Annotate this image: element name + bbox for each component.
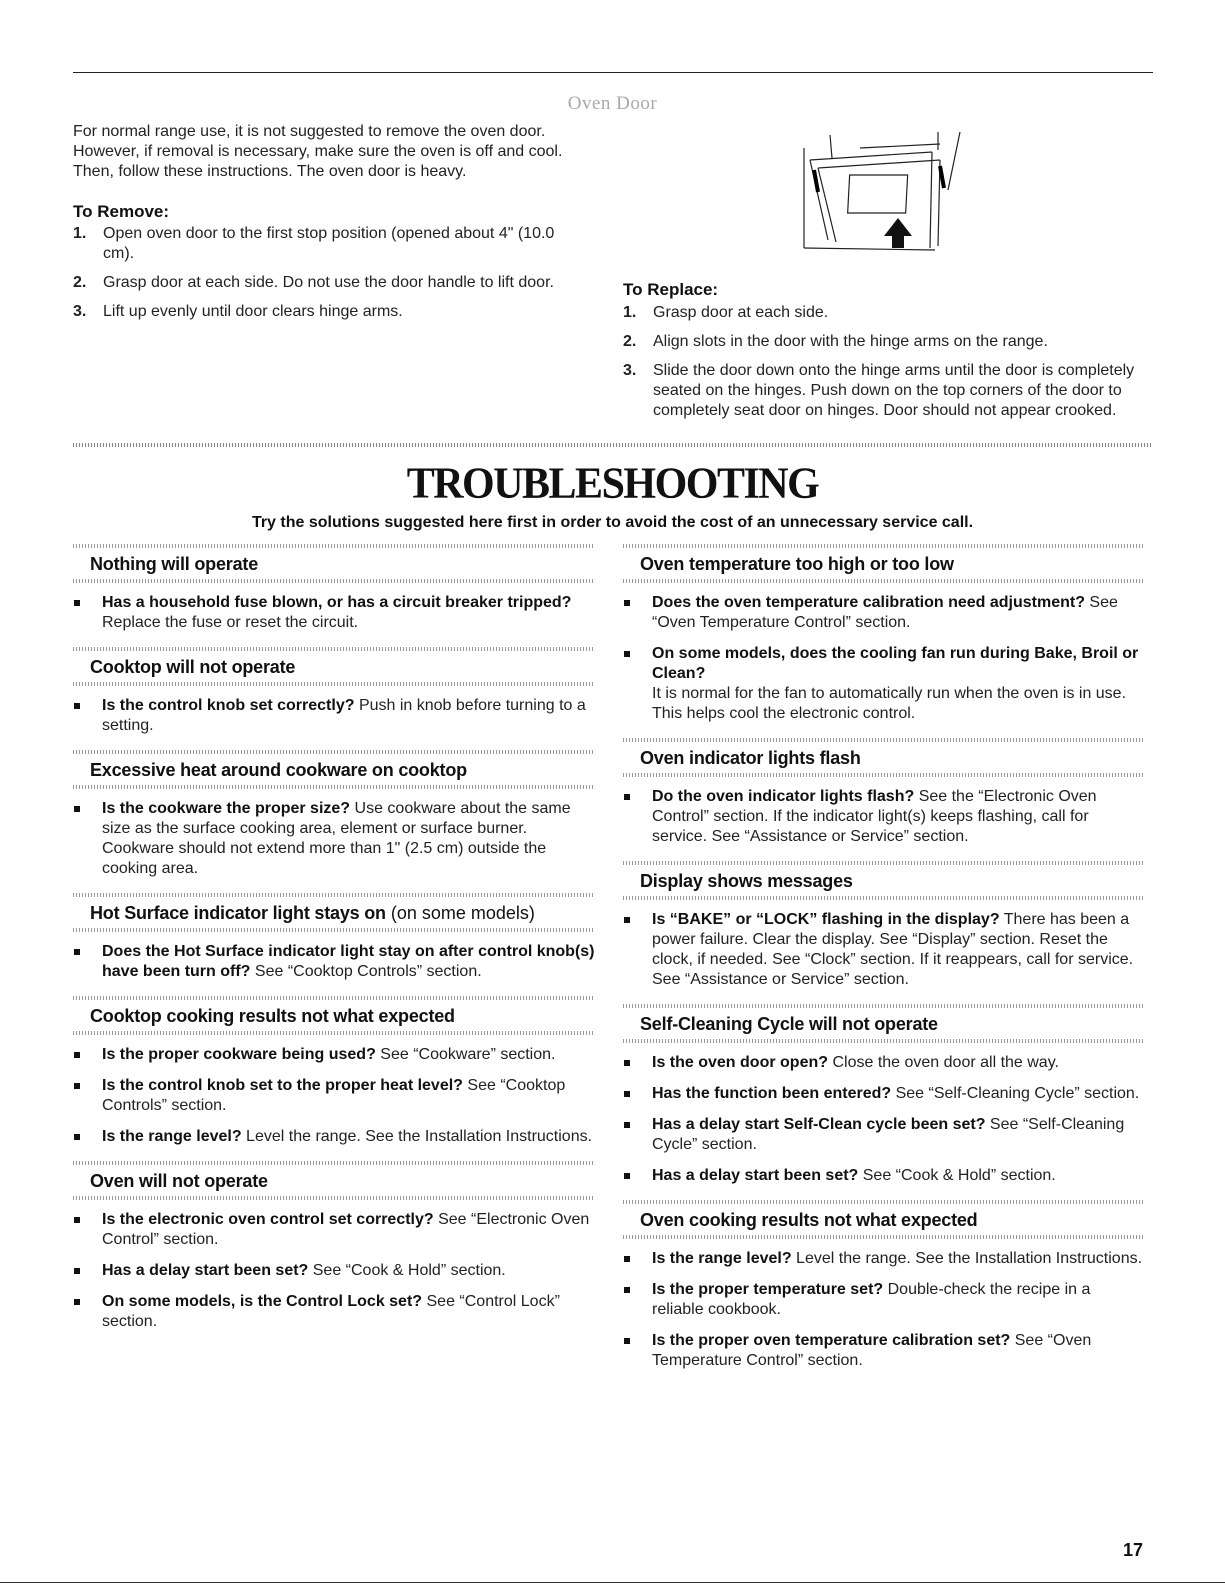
solution-question: Does the oven temperature calibration need adjustment? xyxy=(652,594,1085,611)
page-number: 17 xyxy=(1122,1540,1143,1560)
step-text: Grasp door at each side. xyxy=(653,304,829,321)
solution-question: Is the proper cookware being used? xyxy=(102,1046,376,1063)
square-bullet-icon xyxy=(74,600,80,606)
problem-group-cooktop-cooking-results-not-what-expected xyxy=(73,996,595,1147)
hatch-divider xyxy=(73,544,595,548)
solution-item xyxy=(623,910,1145,990)
oven-door-intro: For normal range use, it is not suggested to remove the oven door. However, if removal is necessary, make sure the oven is off and cool. Then, follow these instructions. The oven door is heavy. xyxy=(73,123,563,180)
problem-header xyxy=(623,738,1145,777)
solution-answer: See “Cook & Hold” section. xyxy=(858,1167,1056,1184)
solution-item xyxy=(73,1127,595,1147)
oven-door-illustration xyxy=(800,130,970,280)
solution-item xyxy=(623,1053,1145,1073)
square-bullet-icon xyxy=(624,1256,630,1262)
step-text: Grasp door at each side. Do not use the door handle to lift door. xyxy=(103,274,554,291)
problem-header xyxy=(623,1004,1145,1043)
hatch-divider xyxy=(73,750,595,754)
solution-list xyxy=(623,787,1145,847)
hatch-divider xyxy=(623,579,1145,583)
step-number: 3. xyxy=(623,362,637,379)
solution-item xyxy=(73,1076,595,1116)
problem-title: Oven temperature too high or too low xyxy=(640,554,954,574)
problem-header xyxy=(623,861,1145,900)
square-bullet-icon xyxy=(624,600,630,606)
solution-question: Has a delay start been set? xyxy=(652,1167,859,1184)
solution-answer: See “Self-Cleaning Cycle” section. xyxy=(891,1085,1140,1102)
step-text: Slide the door down onto the hinge arms until the door is completely seated on the hinges. Push down on the top corners of the door to completely seat door on hinges. Door should not appear crooked. xyxy=(653,362,1135,419)
square-bullet-icon xyxy=(624,917,630,923)
square-bullet-icon xyxy=(74,1299,80,1305)
solution-answer: Replace the fuse or reset the circuit. xyxy=(102,614,359,631)
step-text: Open oven door to the first stop position (opened about 4" (10.0 cm). xyxy=(103,225,555,262)
solution-item xyxy=(623,1115,1145,1155)
troubleshooting-left-column xyxy=(73,544,595,1346)
hatch-divider xyxy=(623,896,1145,900)
troubleshooting-title: TROUBLESHOOTING xyxy=(406,459,819,509)
solution-answer: Level the range. See the Installation Instructions. xyxy=(241,1128,593,1145)
solution-question: Is the oven door open? xyxy=(652,1054,829,1071)
problem-title: Oven will not operate xyxy=(90,1171,268,1191)
problem-title: Display shows messages xyxy=(640,871,853,891)
top-rule xyxy=(73,72,1153,73)
solution-item xyxy=(623,1249,1145,1269)
solution-question: Is the proper oven temperature calibration set? xyxy=(652,1332,1011,1349)
problem-group-oven-will-not-operate xyxy=(73,1161,595,1332)
hatch-divider xyxy=(623,1004,1145,1008)
solution-item xyxy=(623,1084,1145,1104)
solution-list xyxy=(623,1053,1145,1186)
step-number: 1. xyxy=(623,304,637,321)
square-bullet-icon xyxy=(74,1268,80,1274)
solution-item xyxy=(623,644,1145,724)
square-bullet-icon xyxy=(624,794,630,800)
problem-group-nothing-will-operate xyxy=(73,544,595,633)
solution-item xyxy=(73,942,595,982)
solution-item xyxy=(73,1210,595,1250)
hatch-divider xyxy=(73,682,595,686)
solution-question: Has a household fuse blown, or has a circuit breaker tripped? xyxy=(102,594,572,611)
square-bullet-icon xyxy=(624,1060,630,1066)
problem-title: Self-Cleaning Cycle will not operate xyxy=(640,1014,938,1034)
solution-item xyxy=(73,1261,595,1281)
hatch-divider xyxy=(623,1200,1145,1204)
solution-item xyxy=(73,593,595,633)
solution-item xyxy=(73,799,595,879)
problem-group-oven-indicator-lights-flash xyxy=(623,738,1145,847)
problem-group-cooktop-will-not-operate xyxy=(73,647,595,736)
square-bullet-icon xyxy=(624,651,630,657)
problem-header xyxy=(73,647,595,686)
solution-list xyxy=(73,942,595,982)
solution-list xyxy=(73,1045,595,1147)
solution-list xyxy=(73,799,595,879)
solution-question: Has a delay start been set? xyxy=(102,1262,309,1279)
solution-question: Do the oven indicator lights flash? xyxy=(652,788,915,805)
square-bullet-icon xyxy=(74,1217,80,1223)
problem-header xyxy=(73,750,595,789)
problem-header xyxy=(73,1161,595,1200)
solution-question: Is the range level? xyxy=(652,1250,792,1267)
solution-question: Is the cookware the proper size? xyxy=(102,800,351,817)
solution-list xyxy=(623,910,1145,990)
solution-answer: See the “Electronic Oven Control” section. If the indicator light(s) keeps flashing, call for service. See “Assistance or Service” section. xyxy=(652,788,1097,845)
step-item xyxy=(73,224,573,264)
square-bullet-icon xyxy=(74,703,80,709)
solution-answer: See “Cooktop Controls” section. xyxy=(250,963,482,980)
problem-group-excessive-heat-around-cookware-on-cooktop xyxy=(73,750,595,879)
solution-question: Is the electronic oven control set correctly? xyxy=(102,1211,434,1228)
square-bullet-icon xyxy=(74,1134,80,1140)
square-bullet-icon xyxy=(624,1173,630,1179)
hatch-divider xyxy=(73,579,595,583)
hatch-divider xyxy=(73,1161,595,1165)
solution-question: Is the range level? xyxy=(102,1128,242,1145)
problem-header xyxy=(73,544,595,583)
problem-title: Nothing will operate xyxy=(90,554,259,574)
step-number: 1. xyxy=(73,225,87,242)
solution-answer: See “Self-Cleaning Cycle” section. xyxy=(652,1116,1125,1153)
solution-question: Is the control knob set to the proper heat level? xyxy=(102,1077,463,1094)
to-replace-heading: To Replace: xyxy=(623,280,719,299)
solution-list xyxy=(73,1210,595,1332)
problem-title: Cooktop will not operate xyxy=(90,657,296,677)
problem-group-oven-cooking-results-not-what-expected xyxy=(623,1200,1145,1371)
step-number: 2. xyxy=(73,274,87,291)
problem-header xyxy=(623,544,1145,583)
solution-list xyxy=(73,696,595,736)
problem-header xyxy=(623,1200,1145,1239)
step-text: Lift up evenly until door clears hinge arms. xyxy=(103,303,403,320)
problem-title: Oven cooking results not what expected xyxy=(640,1210,978,1230)
problem-title: Hot Surface indicator light stays on xyxy=(90,903,386,923)
solution-list xyxy=(623,593,1145,724)
hatch-divider xyxy=(623,861,1145,865)
section-title-oven-door: Oven Door xyxy=(567,93,658,114)
hatch-divider xyxy=(623,1235,1145,1239)
step-number: 3. xyxy=(73,303,87,320)
step-item xyxy=(73,302,573,322)
solution-answer: See “Cooktop Controls” section. xyxy=(102,1077,566,1114)
solution-list xyxy=(623,1249,1145,1371)
hatch-divider xyxy=(623,773,1145,777)
solution-answer: Push in knob before turning to a setting. xyxy=(102,697,586,734)
solution-question: Has the function been entered? xyxy=(652,1085,892,1102)
square-bullet-icon xyxy=(74,1052,80,1058)
problem-header xyxy=(73,893,595,932)
square-bullet-icon xyxy=(74,949,80,955)
hatch-divider xyxy=(73,1196,595,1200)
problem-title: Oven indicator lights flash xyxy=(640,748,861,768)
problem-group-hot-surface-indicator-light-stays-on xyxy=(73,893,595,982)
solution-item xyxy=(73,1292,595,1332)
square-bullet-icon xyxy=(624,1338,630,1344)
hatch-divider xyxy=(73,996,595,1000)
solution-item xyxy=(623,593,1145,633)
problem-title: Cooktop cooking results not what expected xyxy=(90,1006,455,1026)
bottom-rule xyxy=(0,1582,1225,1583)
step-item xyxy=(73,273,573,293)
solution-item xyxy=(623,1280,1145,1320)
step-item xyxy=(623,303,1143,323)
solution-question: On some models, does the cooling fan run during Bake, Broil or Clean? xyxy=(652,645,1139,682)
solution-question: Is “BAKE” or “LOCK” flashing in the display? xyxy=(652,911,1000,928)
square-bullet-icon xyxy=(624,1091,630,1097)
step-number: 2. xyxy=(623,333,637,350)
problem-group-self-cleaning-cycle-will-not-operate xyxy=(623,1004,1145,1186)
solution-question: Is the control knob set correctly? xyxy=(102,697,355,714)
problem-group-oven-temperature-too-high-or-too-low xyxy=(623,544,1145,724)
solution-item xyxy=(623,787,1145,847)
problem-title-note: (on some models) xyxy=(385,903,535,923)
hatch-divider xyxy=(73,893,595,897)
solution-answer: Use cookware about the same size as the surface cooking area, element or surface burner. Cookware should not extend more than 1" (2.5 cm) outside the cooking area. xyxy=(102,800,571,877)
square-bullet-icon xyxy=(624,1122,630,1128)
solution-item xyxy=(623,1166,1145,1186)
square-bullet-icon xyxy=(624,1287,630,1293)
solution-answer: See “Cookware” section. xyxy=(375,1046,556,1063)
problem-header xyxy=(73,996,595,1035)
step-item xyxy=(623,361,1143,421)
step-text: Align slots in the door with the hinge arms on the range. xyxy=(653,333,1048,350)
solution-answer: See “Oven Temperature Control” section. xyxy=(652,594,1118,631)
step-item xyxy=(623,332,1143,352)
hatch-divider xyxy=(73,785,595,789)
problem-group-display-shows-messages xyxy=(623,861,1145,990)
troubleshooting-subtitle: Try the solutions suggested here first in order to avoid the cost of an unnecessary service call. xyxy=(251,514,974,531)
solution-answer: There has been a power failure. Clear the display. See “Display” section. Reset the clock, if needed. See “Clock” section. If it reappears, call for service. See “Assistance or Service” section. xyxy=(652,911,1134,988)
solution-answer: See “Cook & Hold” section. xyxy=(308,1262,506,1279)
problem-title: Excessive heat around cookware on cooktop xyxy=(90,760,467,780)
replace-steps-list xyxy=(623,303,1143,430)
solution-item xyxy=(73,1045,595,1065)
hatch-divider xyxy=(623,1039,1145,1043)
solution-answer: See “Control Lock” section. xyxy=(102,1293,560,1330)
oven-door-diagram xyxy=(800,130,970,280)
solution-item xyxy=(623,1331,1145,1371)
solution-answer: See “Electronic Oven Control” section. xyxy=(102,1211,590,1248)
solution-question: On some models, is the Control Lock set? xyxy=(102,1293,423,1310)
hatch-divider xyxy=(623,544,1145,548)
solution-question: Does the Hot Surface indicator light stay on after control knob(s) have been turn off? xyxy=(102,943,595,980)
section-divider xyxy=(73,443,1153,447)
solution-answer: Close the oven door all the way. xyxy=(828,1054,1059,1071)
to-remove-heading: To Remove: xyxy=(73,202,170,221)
hatch-divider xyxy=(73,1031,595,1035)
solution-answer: Level the range. See the Installation Instructions. xyxy=(791,1250,1143,1267)
square-bullet-icon xyxy=(74,1083,80,1089)
hatch-divider xyxy=(623,738,1145,742)
hatch-divider xyxy=(73,647,595,651)
solution-answer: Double-check the recipe in a reliable cookbook. xyxy=(652,1281,1091,1318)
solution-item xyxy=(73,696,595,736)
solution-list xyxy=(73,593,595,633)
remove-steps-list xyxy=(73,224,573,331)
hatch-divider xyxy=(73,928,595,932)
square-bullet-icon xyxy=(74,806,80,812)
solution-question: Is the proper temperature set? xyxy=(652,1281,884,1298)
troubleshooting-right-column xyxy=(623,544,1145,1385)
solution-question: Has a delay start Self-Clean cycle been set? xyxy=(652,1116,986,1133)
solution-answer: See “Oven Temperature Control” section. xyxy=(652,1332,1092,1369)
solution-answer: It is normal for the fan to automatically run when the oven is in use. This helps cool the electronic control. xyxy=(652,685,1127,722)
